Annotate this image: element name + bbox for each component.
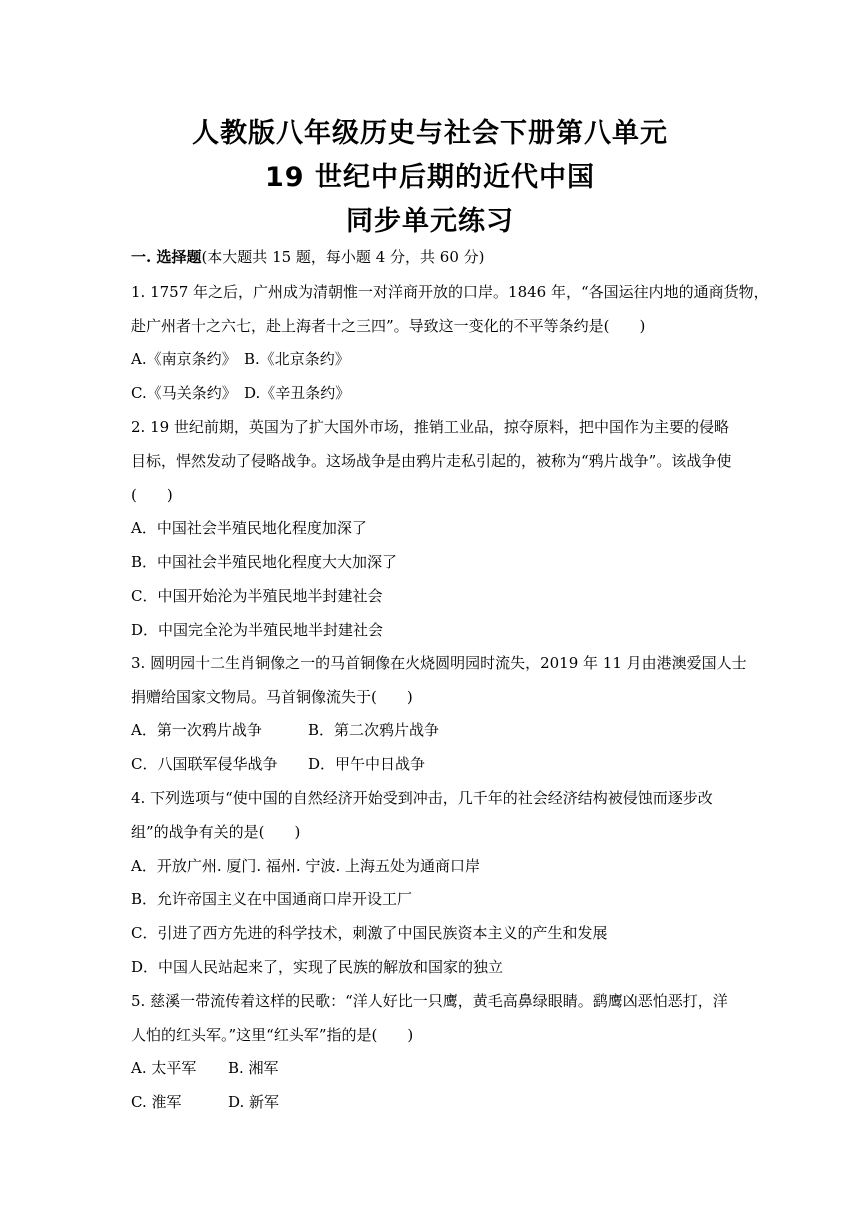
- question-2-line-2: 目标，悍然发动了侵略战争。这场战争是由鸦片走私引起的，被称为“鸦片战争”。该战争使: [131, 452, 732, 470]
- question-3-option-b: B．第二次鸦片战争: [308, 721, 440, 739]
- question-5-line-1: 5. 慈溪一带流传着这样的民歌：“洋人好比一只鹰，黄毛高鼻绿眼睛。鹞鹰凶恶怕恶打，洋: [131, 992, 728, 1010]
- question-2-option-d: D．中国完全沦为半殖民地半封建社会: [131, 621, 384, 639]
- question-5-options-row-1: [131, 1058, 751, 1078]
- question-5-option-a: A. 太平军: [131, 1059, 197, 1077]
- question-5-option-c: C. 淮军: [131, 1093, 182, 1111]
- question-3-option-a: A．第一次鸦片战争: [131, 721, 262, 739]
- question-1-options-row-2: [131, 383, 751, 403]
- question-3-option-c: C．八国联军侵华战争: [131, 755, 278, 773]
- question-1-line-1: 1. 1757 年之后，广州成为清朝惟一对洋商开放的口岸。1846 年，“各国运往内地的通商货物，: [131, 283, 769, 301]
- question-1-option-a: A.《南京条约》: [131, 350, 237, 368]
- question-3-line-2: 捐赠给国家文物局。马首铜像流失于( ): [131, 688, 413, 706]
- question-3-line-1: 3. 圆明园十二生肖铜像之一的马首铜像在火烧圆明园时流失，2019 年 11 月由港澳爱国人士: [131, 654, 747, 672]
- question-4-line-1: 4. 下列选项与“使中国的自然经济开始受到冲击，几千年的社会经济结构被侵蚀而逐步改: [131, 789, 713, 807]
- section-heading: [131, 247, 751, 267]
- question-5-options-row-2: [131, 1092, 751, 1112]
- question-1-option-c: C.《马关条约》: [131, 384, 237, 402]
- question-5-option-b: B. 湘军: [228, 1059, 279, 1077]
- title-line-3: 同步单元练习: [346, 206, 514, 237]
- question-4-line-2: 组”的战争有关的是( ): [131, 823, 301, 841]
- question-3-options-row-2: [131, 754, 751, 774]
- question-5-line-2: 人怕的红头军。”这里“红头军”指的是( ): [131, 1026, 414, 1044]
- title-line-2: 19 世纪中后期的近代中国: [265, 162, 595, 193]
- question-3-option-d: D．甲午中日战争: [308, 755, 426, 773]
- question-1-options-row-1: [131, 349, 751, 369]
- question-2-option-a: A．中国社会半殖民地化程度加深了: [131, 519, 367, 537]
- question-2-line-3: ( ): [131, 486, 173, 504]
- question-4-option-a: A．开放广州. 厦门. 福州. 宁波. 上海五处为通商口岸: [131, 857, 480, 875]
- question-4-option-c: C．引进了西方先进的科学技术，刺激了中国民族资本主义的产生和发展: [131, 924, 608, 942]
- question-1-option-d: D.《辛丑条约》: [244, 384, 351, 402]
- question-4-option-b: B．允许帝国主义在中国通商口岸开设工厂: [131, 890, 413, 908]
- question-4-option-d: D．中国人民站起来了，实现了民族的解放和国家的独立: [131, 958, 504, 976]
- section-label: 一. 选择题: [131, 248, 202, 266]
- question-5-option-d: D. 新军: [228, 1093, 280, 1111]
- question-1-line-2: 赴广州者十之六七，赴上海者十之三四”。导致这一变化的不平等条约是( ): [131, 317, 646, 335]
- title-line-1: 人教版八年级历史与社会下册第八单元: [192, 118, 668, 149]
- question-1-option-b: B.《北京条约》: [244, 350, 350, 368]
- question-2-option-b: B．中国社会半殖民地化程度大大加深了: [131, 553, 398, 571]
- question-2-line-1: 2. 19 世纪前期，英国为了扩大国外市场，推销工业品，掠夺原料，把中国作为主要的侵略: [131, 418, 729, 436]
- question-2-option-c: C．中国开始沦为半殖民地半封建社会: [131, 587, 383, 605]
- section-note: (本大题共 15 题，每小题 4 分，共 60 分): [201, 248, 485, 266]
- question-3-options-row-1: [131, 720, 751, 740]
